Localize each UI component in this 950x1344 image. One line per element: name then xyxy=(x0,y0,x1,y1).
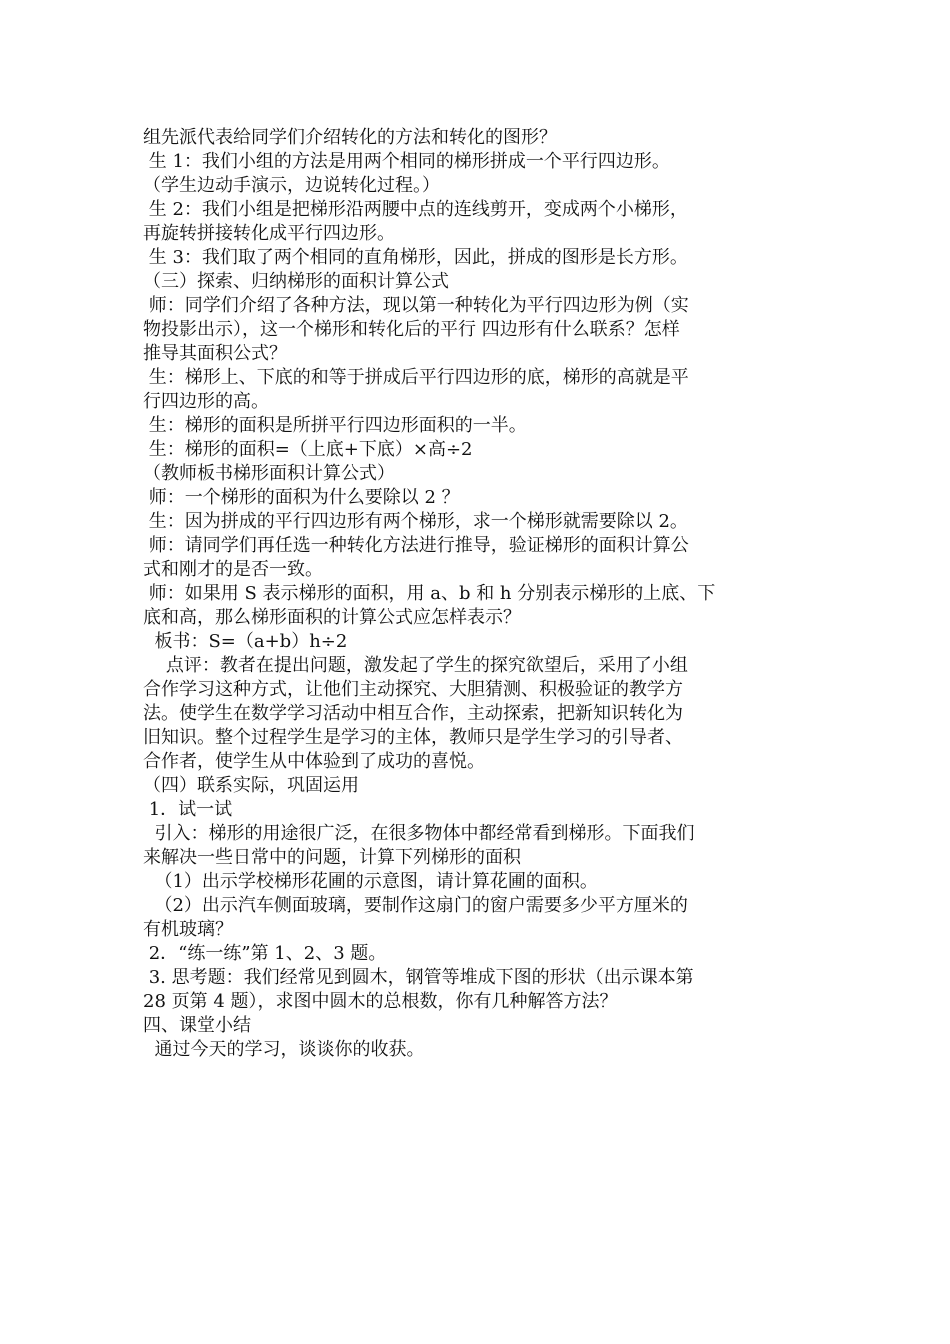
text-line: 底和高，那么梯形面积的计算公式应怎样表示？ xyxy=(143,607,521,628)
text-line: 生：梯形上、下底的和等于拼成后平行四边形的底，梯形的高就是平 xyxy=(143,367,689,388)
text-line: 式和刚才的是否一致。 xyxy=(143,559,323,580)
list-item: （1）出示学校梯形花圃的示意图，请计算花圃的面积。 xyxy=(143,871,598,892)
text-line: 生 2：我们小组是把梯形沿两腰中点的连线剪开，变成两个小梯形， xyxy=(143,199,688,220)
text-line: （学生边动手演示，边说转化过程。） xyxy=(143,175,440,196)
text-line: 再旋转拼接转化成平行四边形。 xyxy=(143,223,395,244)
list-item: （2）出示汽车侧面玻璃，要制作这扇门的窗户需要多少平方厘米的 xyxy=(143,895,688,916)
text-line: 通过今天的学习，谈谈你的收获。 xyxy=(143,1039,425,1060)
text-line: 师：请同学们再任选一种转化方法进行推导，验证梯形的面积计算公 xyxy=(143,535,689,556)
list-item: 1．试一试 xyxy=(143,799,233,820)
text-line: 生：因为拼成的平行四边形有两个梯形，求一个梯形就需要除以 2。 xyxy=(143,511,688,532)
section-heading: 四、课堂小结 xyxy=(143,1015,251,1036)
text-line: 生：梯形的面积是所拼平行四边形面积的一半。 xyxy=(143,415,527,436)
text-line: 生 3：我们取了两个相同的直角梯形，因此，拼成的图形是长方形。 xyxy=(143,247,688,268)
section-heading: （三）探索、归纳梯形的面积计算公式 xyxy=(143,271,449,292)
text-line: （教师板书梯形面积计算公式） xyxy=(143,463,395,484)
commentary-line: 旧知识。整个过程学生是学习的主体，教师只是学生学习的引导者、 xyxy=(143,727,683,748)
text-line: 引入：梯形的用途很广泛，在很多物体中都经常看到梯形。下面我们 xyxy=(143,823,695,844)
list-item: 2．“练一练”第 1、2、3 题。 xyxy=(143,943,387,964)
document-body xyxy=(143,126,809,1062)
commentary-line: 合作学习这种方式，让他们主动探究、大胆猜测、积极验证的教学方 xyxy=(143,679,683,700)
text-line: 生 1：我们小组的方法是用两个相同的梯形拼成一个平行四边形。 xyxy=(143,151,670,172)
text-line: 师：如果用 S 表示梯形的面积，用 a、b 和 h 分别表示梯形的上底、下 xyxy=(143,583,716,604)
text-line: 物投影出示），这一个梯形和转化后的平行 四边形有什么联系？怎样 xyxy=(143,319,680,340)
commentary-line: 合作者，使学生从中体验到了成功的喜悦。 xyxy=(143,751,485,772)
text-line: 师：同学们介绍了各种方法，现以第一种转化为平行四边形为例（实 xyxy=(143,295,689,316)
text-line: 师：一个梯形的面积为什么要除以 2 ？ xyxy=(143,487,460,508)
formula-line: 板书：S=（a+b）h÷2 xyxy=(143,631,348,652)
text-line: 行四边形的高。 xyxy=(143,391,269,412)
text-line: 组先派代表给同学们介绍转化的方法和转化的图形？ xyxy=(143,127,557,148)
commentary-line: 法。使学生在数学学习活动中相互合作，主动探索，把新知识转化为 xyxy=(143,703,683,724)
text-line: 有机玻璃？ xyxy=(143,919,233,940)
list-item: 3. 思考题：我们经常见到圆木，钢管等堆成下图的形状（出示课本第 xyxy=(143,967,694,988)
text-line: 来解决一些日常中的问题，计算下列梯形的面积 xyxy=(143,847,521,868)
commentary-line: 点评：教者在提出问题，激发起了学生的探究欲望后，采用了小组 xyxy=(143,655,688,676)
section-heading: （四）联系实际，巩固运用 xyxy=(143,775,359,796)
text-line: 推导其面积公式？ xyxy=(143,343,287,364)
text-line: 28 页第 4 题），求图中圆木的总根数，你有几种解答方法？ xyxy=(143,991,618,1012)
formula-line: 生：梯形的面积=（上底+下底）×高÷2 xyxy=(143,439,473,460)
